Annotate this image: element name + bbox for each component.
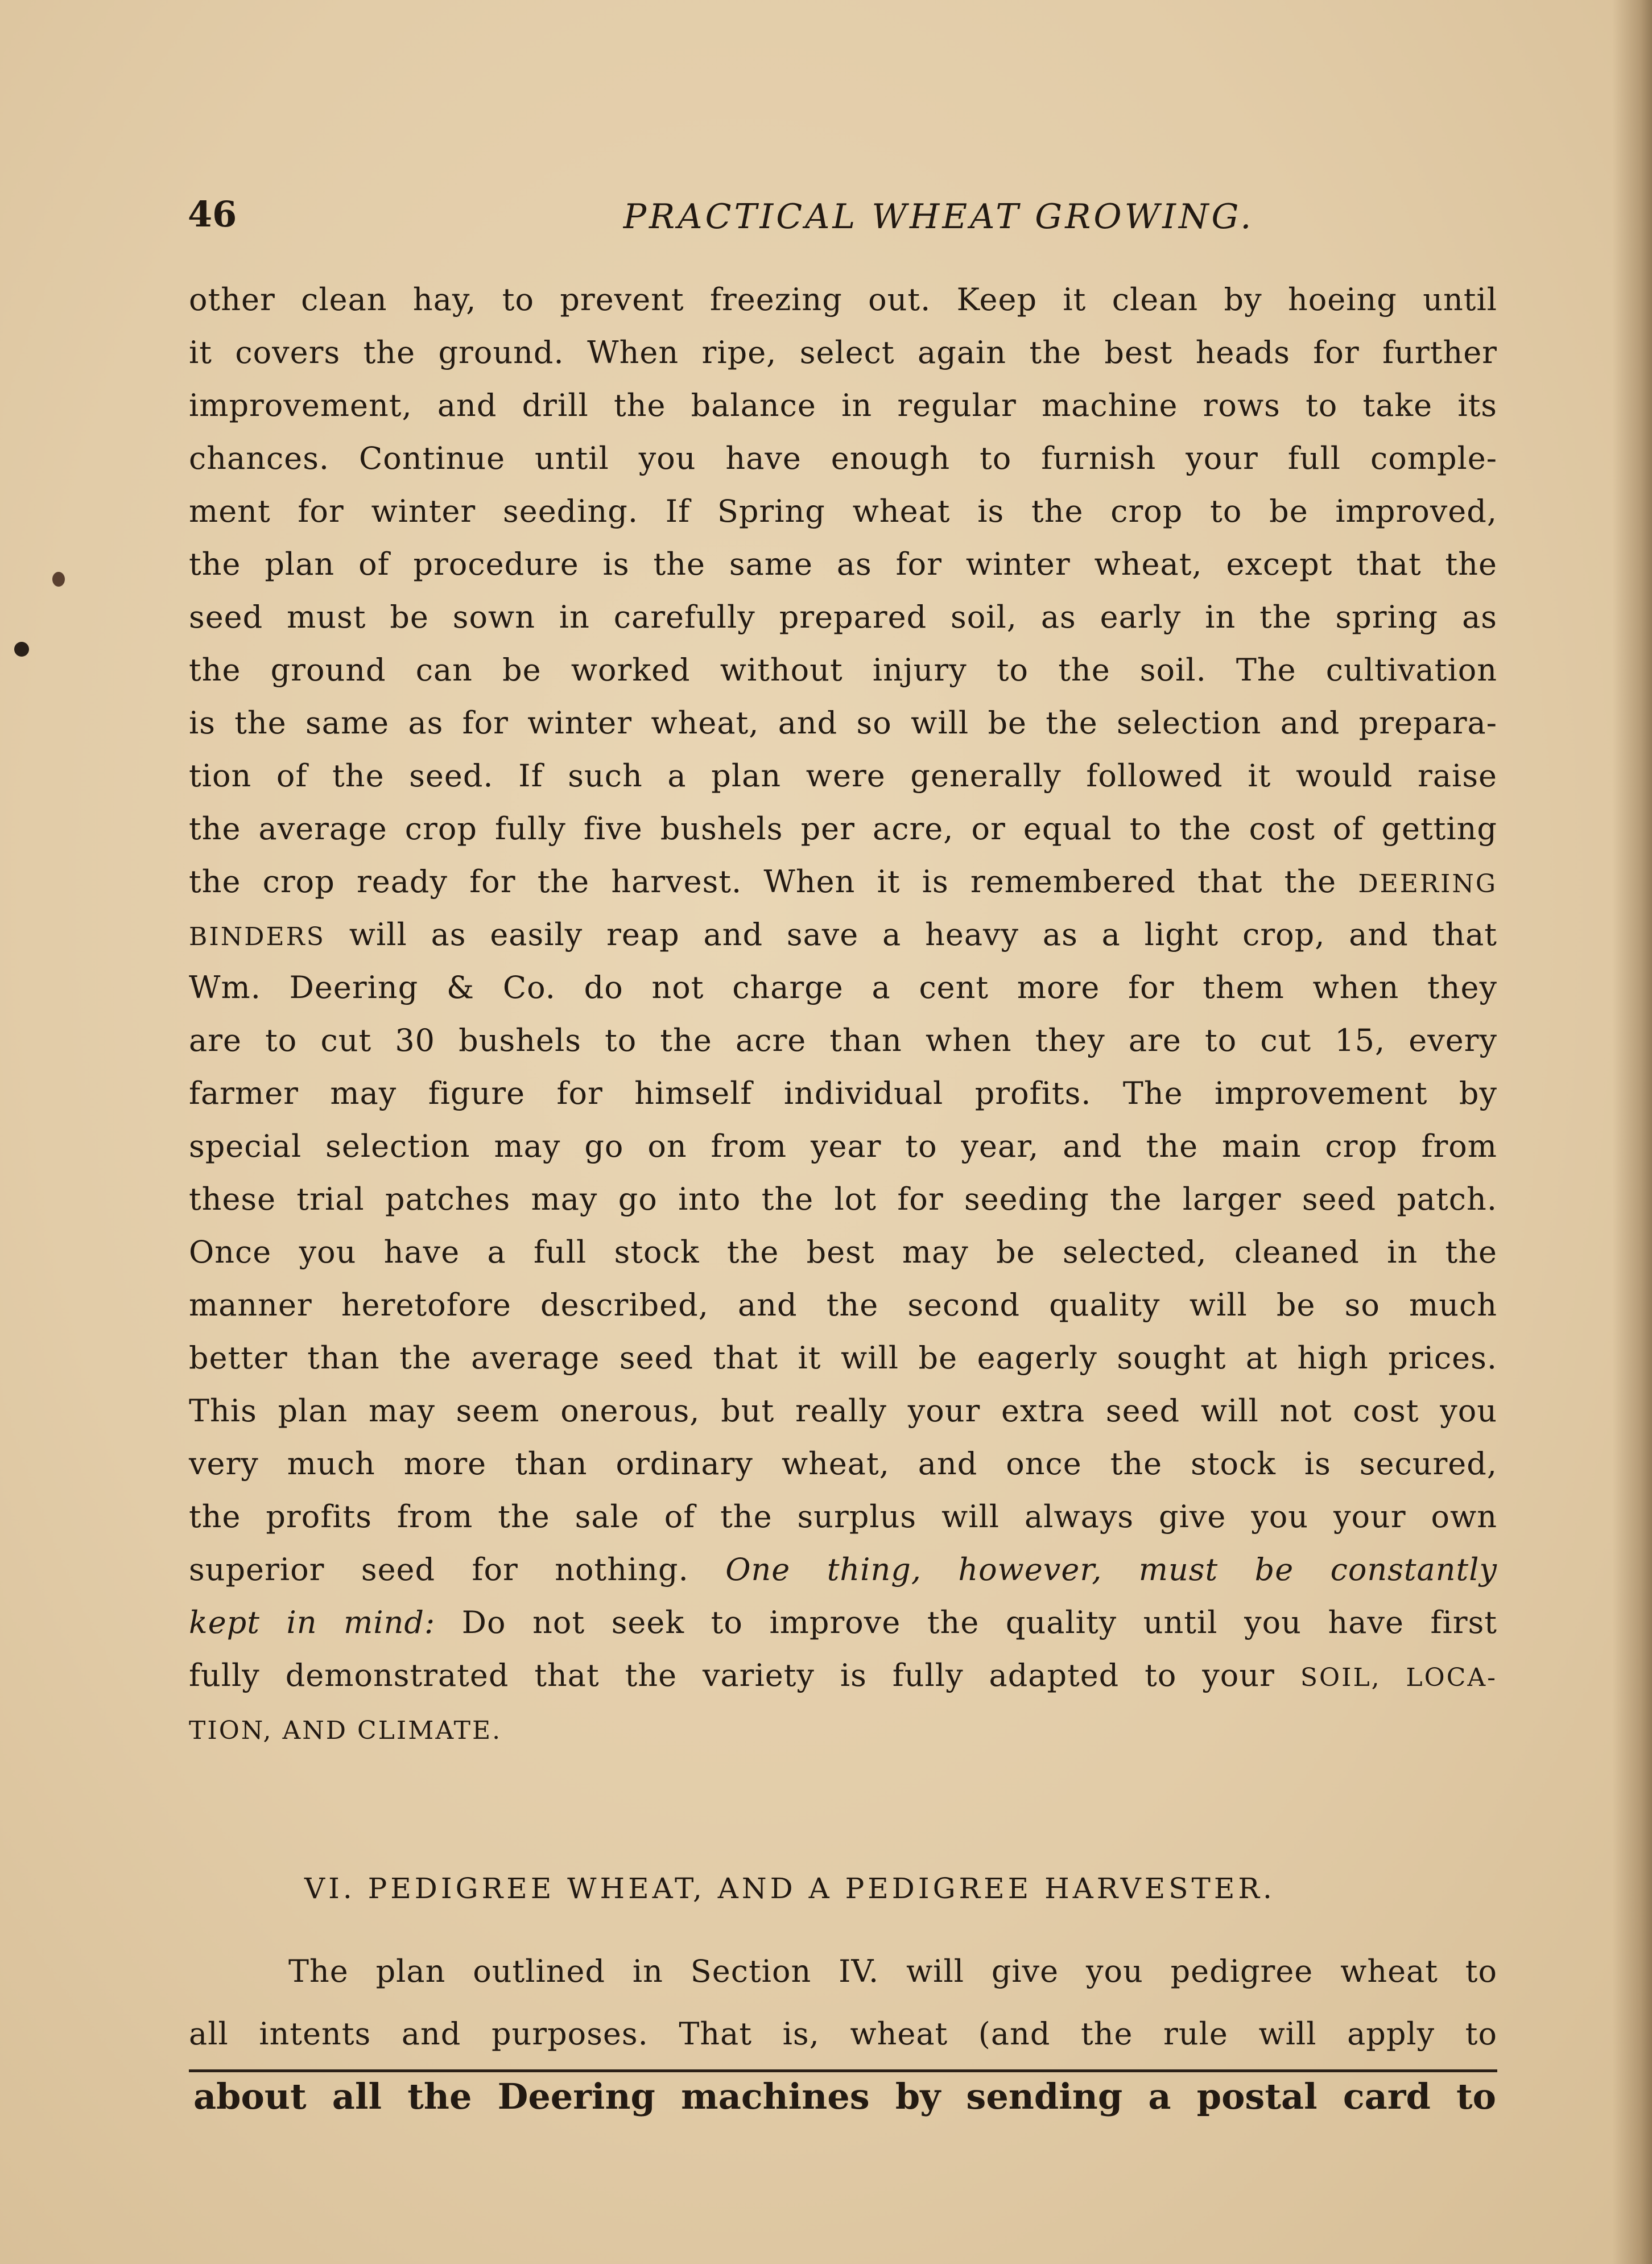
text-line: other clean hay, to prevent freezing out. Keep it clean by hoeing until bbox=[189, 282, 1497, 317]
footer-banner: about all the Deering machines by sending a postal card to bbox=[193, 2076, 1496, 2117]
smallcaps-text: TION, AND CLIMATE. bbox=[189, 1716, 502, 1745]
text-line: improvement, and drill the balance in regular machine rows to take its bbox=[189, 387, 1497, 423]
smallcaps-text: SOIL, LOCA- bbox=[1300, 1663, 1498, 1692]
deering-smallcaps: DEERING bbox=[1358, 869, 1497, 898]
text-line: seed must be sown in carefully prepared soil, as early in the spring as bbox=[189, 599, 1497, 635]
text-line bbox=[189, 908, 1497, 961]
text-line: it covers the ground. When ripe, select again the best heads for further bbox=[189, 335, 1497, 370]
text-line: tion of the seed. If such a plan were generally followed it would raise bbox=[189, 758, 1497, 794]
text-line: are to cut 30 bushels to the acre than when they are to cut 15, every bbox=[189, 1022, 1497, 1058]
text-line: ment for winter seeding. If Spring wheat is the crop to be improved, bbox=[189, 493, 1497, 529]
emphasis-text: One thing, however, must be constantly bbox=[725, 1552, 1497, 1587]
text-segment: fully demonstrated that the variety is fully adapted to your bbox=[189, 1657, 1275, 1693]
page-edge-shadow bbox=[1612, 0, 1652, 2264]
text-line: the profits from the sale of the surplus will always give you your own bbox=[189, 1499, 1497, 1535]
paragraph-2 bbox=[189, 1940, 1497, 2065]
ink-speck bbox=[52, 572, 65, 587]
paragraph-1 bbox=[189, 273, 1497, 1755]
text-segment: superior seed for nothing. bbox=[189, 1552, 689, 1587]
text-line: all intents and purposes. That is, wheat (and the rule will apply to bbox=[189, 2016, 1497, 2052]
text-line: Once you have a full stock the best may be selected, cleaned in the bbox=[189, 1234, 1497, 1270]
text-line: Wm. Deering & Co. do not charge a cent more for them when they bbox=[189, 970, 1497, 1005]
text-segment: will as easily reap and save a heavy as a light crop, and that bbox=[349, 917, 1497, 952]
text-line: The plan outlined in Section IV. will give you pedigree wheat to bbox=[288, 1953, 1497, 1989]
page-number: 46 bbox=[188, 193, 237, 235]
text-line: very much more than ordinary wheat, and once the stock is secured, bbox=[189, 1446, 1497, 1482]
running-title: PRACTICAL WHEAT GROWING. bbox=[623, 197, 1254, 237]
text-line bbox=[189, 1543, 1497, 1596]
text-segment: the crop ready for the harvest. When it is remembered that the bbox=[189, 864, 1337, 900]
text-line bbox=[189, 855, 1497, 908]
text-line bbox=[189, 1649, 1497, 1702]
page-header bbox=[188, 193, 1496, 245]
text-line: This plan may seem onerous, but really your extra seed will not cost you bbox=[189, 1393, 1497, 1429]
text-line: chances. Continue until you have enough to furnish your full comple- bbox=[189, 440, 1497, 476]
section-heading: VI. PEDIGREE WHEAT, AND A PEDIGREE HARVESTER. bbox=[304, 1872, 1275, 1905]
text-line: manner heretofore described, and the second quality will be so much bbox=[189, 1287, 1497, 1323]
text-line: better than the average seed that it will be eagerly sought at high prices. bbox=[189, 1340, 1497, 1376]
text-line: these trial patches may go into the lot for seeding the larger seed patch. bbox=[189, 1181, 1497, 1217]
emphasis-text: kept in mind: bbox=[189, 1605, 436, 1640]
text-line: is the same as for winter wheat, and so will be the selection and prepara- bbox=[189, 705, 1497, 741]
text-line: the plan of procedure is the same as for winter wheat, except that the bbox=[189, 546, 1497, 582]
text-segment: Do not seek to improve the quality until you have first bbox=[461, 1605, 1497, 1640]
ink-speck bbox=[14, 642, 29, 657]
text-line bbox=[189, 1702, 1497, 1755]
binders-smallcaps: BINDERS bbox=[189, 922, 325, 951]
text-line: the ground can be worked without injury to the soil. The cultivation bbox=[189, 652, 1497, 688]
text-line: the average crop fully five bushels per acre, or equal to the cost of getting bbox=[189, 811, 1497, 847]
text-line: farmer may figure for himself individual profits. The improvement by bbox=[189, 1075, 1497, 1111]
text-line bbox=[189, 1596, 1497, 1649]
text-line: special selection may go on from year to year, and the main crop from bbox=[189, 1128, 1497, 1164]
